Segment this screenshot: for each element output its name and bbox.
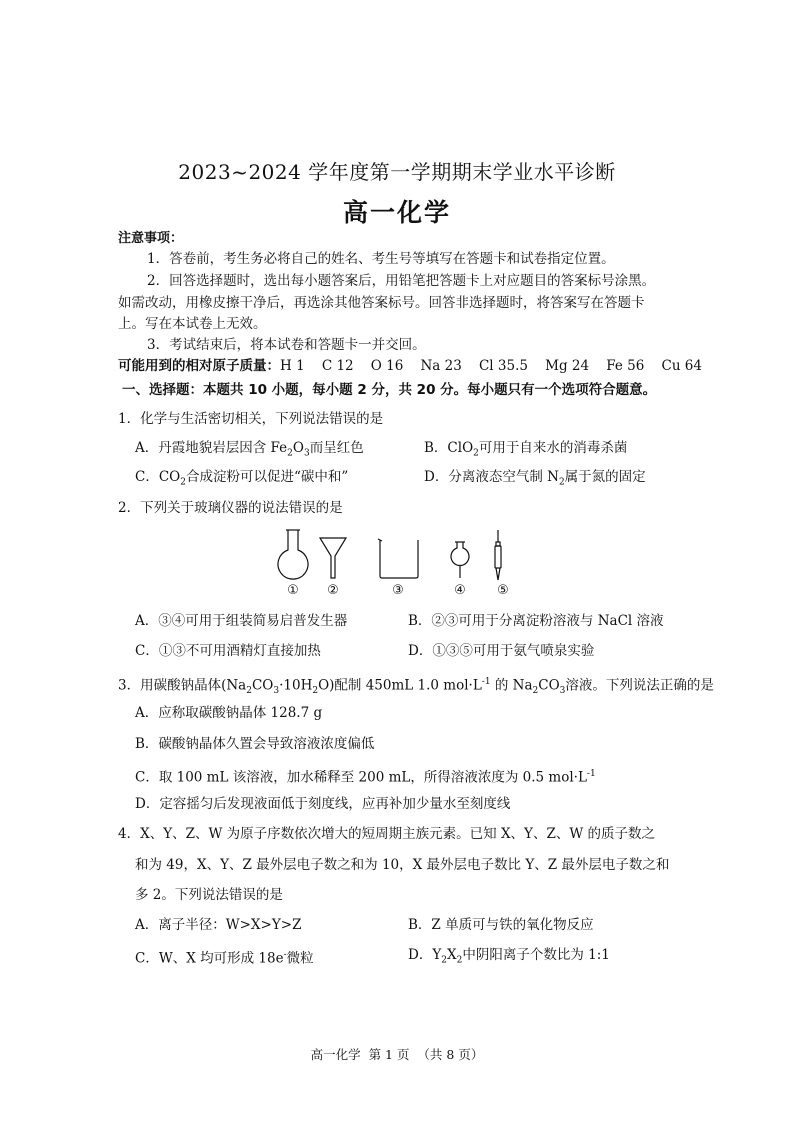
figure-label-5: ⑤ xyxy=(497,583,509,598)
subject-title: 高一化学 xyxy=(342,198,451,227)
beaker-icon xyxy=(380,540,418,578)
separatory-funnel-icon xyxy=(451,542,469,565)
q4-stem-line-2: 和为 49，X、Y、Z 最外层电子数之和为 10，X 最外层电子数比 Y、Z 最外层电子数之和 xyxy=(135,857,670,873)
q2-option-c: C．①③不可用酒精灯直接加热 xyxy=(135,643,321,659)
q2-option-a: A．③④可用于组装简易启普发生器 xyxy=(135,613,348,629)
q3-option-a: A．应称取碳酸钠晶体 128.7 g xyxy=(135,705,323,721)
q1-option-d: D．分离液态空气制 $N_2$属于氮的固定 xyxy=(424,469,646,488)
exam-title: 2023~2024 学年度第一学期期末学业水平诊断 xyxy=(178,160,616,184)
atomic-masses-values: H 1 C 12 O 16 Na 23 Cl 35.5 Mg 24 Fe 56 Cu 64 xyxy=(280,358,702,374)
notice-item-2-line-2: 如需改动，用橡皮擦干净后，再选涂其他答案标号。回答非选择题时，将答案写在答题卡 xyxy=(118,295,645,311)
q1-option-c: C．$CO_2$合成淀粉可以促进“碳中和” xyxy=(135,469,349,488)
round-bottom-flask-icon xyxy=(278,530,308,579)
q1-stem: 1．化学与生活密切相关，下列说法错误的是 xyxy=(118,411,384,427)
q3-option-b: B．碳酸钠晶体久置会导致溶液浓度偏低 xyxy=(135,736,375,752)
q4-option-a: A．离子半径：W>X>Y>Z xyxy=(135,917,302,933)
notice-item-2-line-1: 2．回答选择题时，选出每小题答案后，用铅笔把答题卡上对应题目的答案标号涂黑。 xyxy=(147,273,656,289)
glassware-figure xyxy=(276,528,526,598)
q3-option-c: C．取 100 mL 该溶液，加水稀释至 200 mL，所得溶液浓度为 0.5 $mol\cdot L^{-1}$ xyxy=(135,769,596,786)
figure-label-3: ③ xyxy=(392,583,404,598)
notice-item-3: 3．考试结束后，将本试卷和答题卡一并交回。 xyxy=(147,337,426,353)
q3-option-d: D．定容摇匀后发现液面低于刻度线，应再补加少量水至刻度线 xyxy=(135,796,511,812)
atomic-masses-label: 可能用到的相对原子质量： xyxy=(118,358,280,374)
atomic-masses xyxy=(118,357,702,375)
q4-option-b: B．Z 单质可与铁的氧化物反应 xyxy=(408,917,594,933)
q2-option-b: B．②③可用于分离淀粉溶液与 NaCl 溶液 xyxy=(408,613,664,629)
q4-option-c: C．W、X 均可形成 18e-微粒 xyxy=(135,950,314,967)
figure-label-1: ① xyxy=(287,583,299,598)
q1-option-a: A．丹霞地貌岩层因含 $Fe_2O_3$而呈红色 xyxy=(135,440,364,459)
q4-option-d: D．$Y_2X_2$中阴阳离子个数比为 1:1 xyxy=(408,947,610,966)
page-footer: 高一化学 第 1 页 （共 8 页） xyxy=(310,1047,484,1062)
q4-stem-line-1: 4．X、Y、Z、W 为原子序数依次增大的短周期主族元素。已知 X、Y、Z、W 的质子数之 xyxy=(118,826,656,842)
q4-stem-line-3: 多 2。下列说法错误的是 xyxy=(135,887,283,903)
notice-heading: 注意事项： xyxy=(118,231,184,246)
figure-label-4: ④ xyxy=(454,583,466,598)
q2-stem: 2．下列关于玻璃仪器的说法错误的是 xyxy=(118,500,343,516)
q1-option-b: B．ClO$_2$可用于自来水的消毒杀菌 xyxy=(424,440,628,459)
dropper-icon xyxy=(496,530,500,546)
section-1-title: 一、选择题：本题共 10 小题，每小题 2 分，共 20 分。每小题只有一个选项符合题意。 xyxy=(122,382,657,398)
figure-label-2: ② xyxy=(327,583,339,598)
q3-stem: 3．用碳酸钠晶体$(Na_2CO_3\cdot 10H_2O)$配制 450mL 1.0 $mol\cdot L^{-1}$ 的 $Na_2CO_3$溶液。下列说法正确的是 xyxy=(118,677,714,697)
notice-item-1: 1．答卷前，考生务必将自己的姓名、考生号等填写在答题卡和试卷指定位置。 xyxy=(147,251,615,267)
funnel-icon xyxy=(320,538,346,578)
notice-item-2-line-3: 上。写在本试卷上无效。 xyxy=(118,316,267,332)
q2-option-d: D．①③⑤可用于氨气喷泉实验 xyxy=(408,643,595,659)
